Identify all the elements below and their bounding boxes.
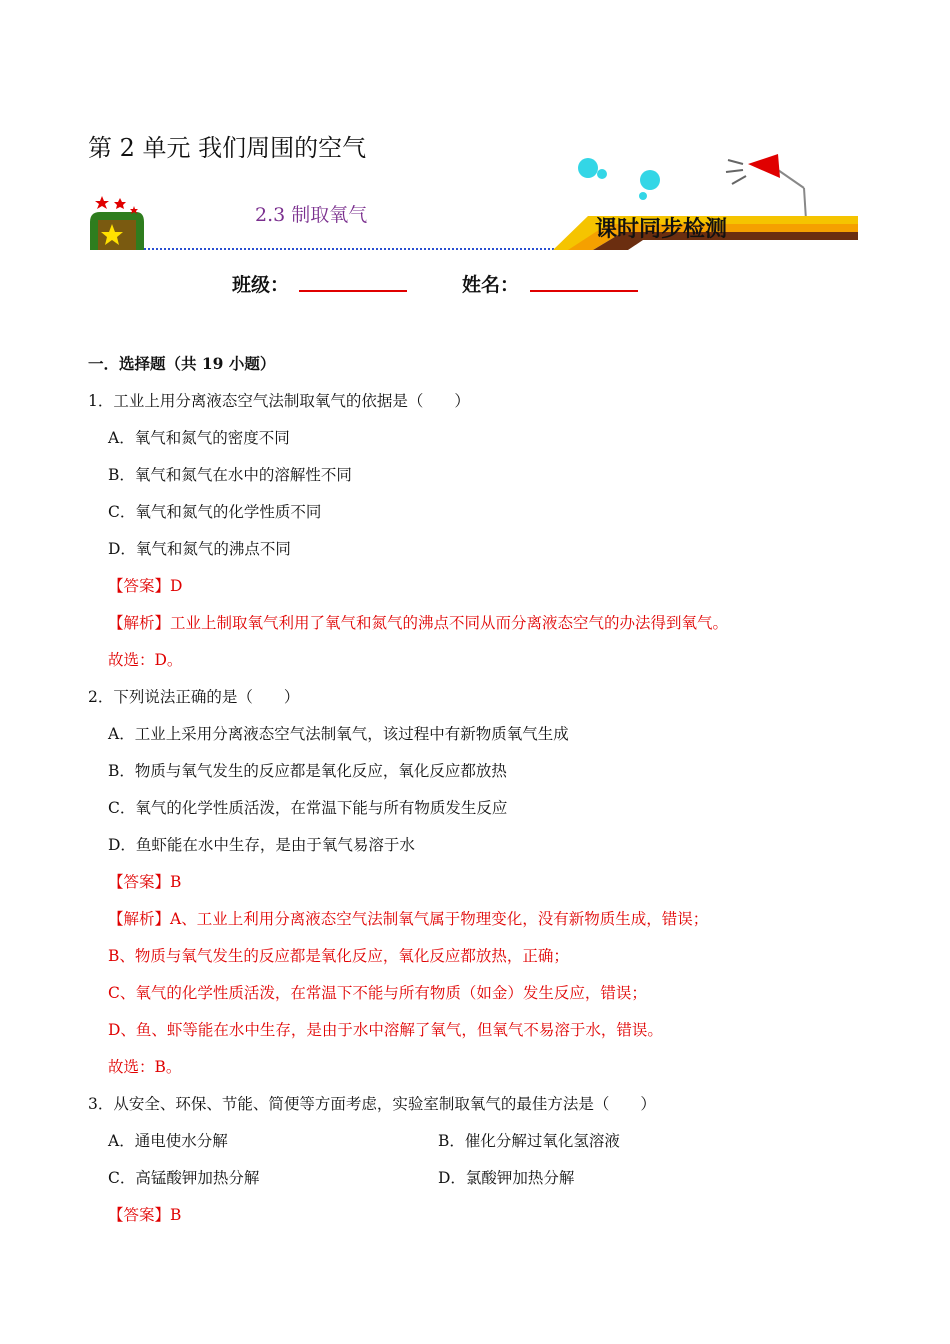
class-blank[interactable] [299, 290, 407, 292]
q2-analysis-line-3: C、氧气的化学性质活泼，在常温下不能与所有物质（如金）发生反应，错误； [108, 984, 647, 1002]
lesson-title: 2.3 制取氧气 [255, 204, 368, 226]
q2-conclusion: 故选：B。 [108, 1058, 182, 1076]
name-blank[interactable] [530, 290, 638, 292]
q3-option-c: C．高锰酸钾加热分解 [108, 1169, 260, 1187]
q3-option-d: D．氯酸钾加热分解 [438, 1169, 575, 1187]
q2-stem: 2．下列说法正确的是（ ） [88, 688, 300, 706]
q2-analysis-line-2: B、物质与氧气发生的反应都是氧化反应，氧化反应都放热，正确； [108, 947, 569, 965]
q1-stem: 1．工业上用分离液态空气法制取氧气的依据是（ ） [88, 392, 470, 410]
q1-conclusion: 故选：D。 [108, 651, 183, 669]
q1-option-d: D．氧气和氮气的沸点不同 [108, 540, 291, 558]
q2-option-b: B．物质与氧气发生的反应都是氧化反应，氧化反应都放热 [108, 762, 507, 780]
q2-analysis-line-4: D、鱼、虾等能在水中生存，是由于水中溶解了氧气，但氧气不易溶于水，错误。 [108, 1021, 663, 1039]
unit-title: 第 2 单元 我们周围的空气 [88, 134, 367, 162]
q1-analysis: 【解析】工业上制取氧气利用了氧气和氮气的沸点不同从而分离液态空气的办法得到氧气。 [108, 614, 729, 632]
section-title: 一．选择题（共 19 小题） [88, 354, 276, 373]
class-label: 班级： [232, 274, 290, 296]
q3-option-a: A．通电使水分解 [108, 1132, 228, 1150]
q3-option-b: B．催化分解过氧化氢溶液 [438, 1132, 620, 1150]
q1-option-b: B．氧气和氮气在水中的溶解性不同 [108, 466, 352, 484]
star-badge-icon [90, 196, 144, 250]
q3-answer: 【答案】B [108, 1206, 182, 1224]
q1-option-a: A．氧气和氮气的密度不同 [108, 429, 290, 447]
q2-option-c: C．氧气的化学性质活泼，在常温下能与所有物质发生反应 [108, 799, 508, 817]
q3-stem: 3．从安全、环保、节能、简便等方面考虑，实验室制取氧气的最佳方法是（ ） [88, 1095, 656, 1113]
q2-answer: 【答案】B [108, 873, 182, 891]
lamp-icon [726, 154, 806, 220]
q1-answer: 【答案】D [108, 577, 183, 595]
banner-graphic [88, 150, 858, 260]
q1-option-c: C．氧气和氮气的化学性质不同 [108, 503, 322, 521]
name-label: 姓名： [462, 274, 520, 296]
q2-option-a: A．工业上采用分离液态空气法制氧气，该过程中有新物质氧气生成 [108, 725, 569, 743]
banner-label: 课时同步检测 [595, 217, 728, 242]
q2-analysis-line-1: 【解析】A、工业上利用分离液态空气法制氧气属于物理变化，没有新物质生成，错误； [108, 910, 709, 928]
q2-option-d: D．鱼虾能在水中生存，是由于氧气易溶于水 [108, 836, 415, 854]
